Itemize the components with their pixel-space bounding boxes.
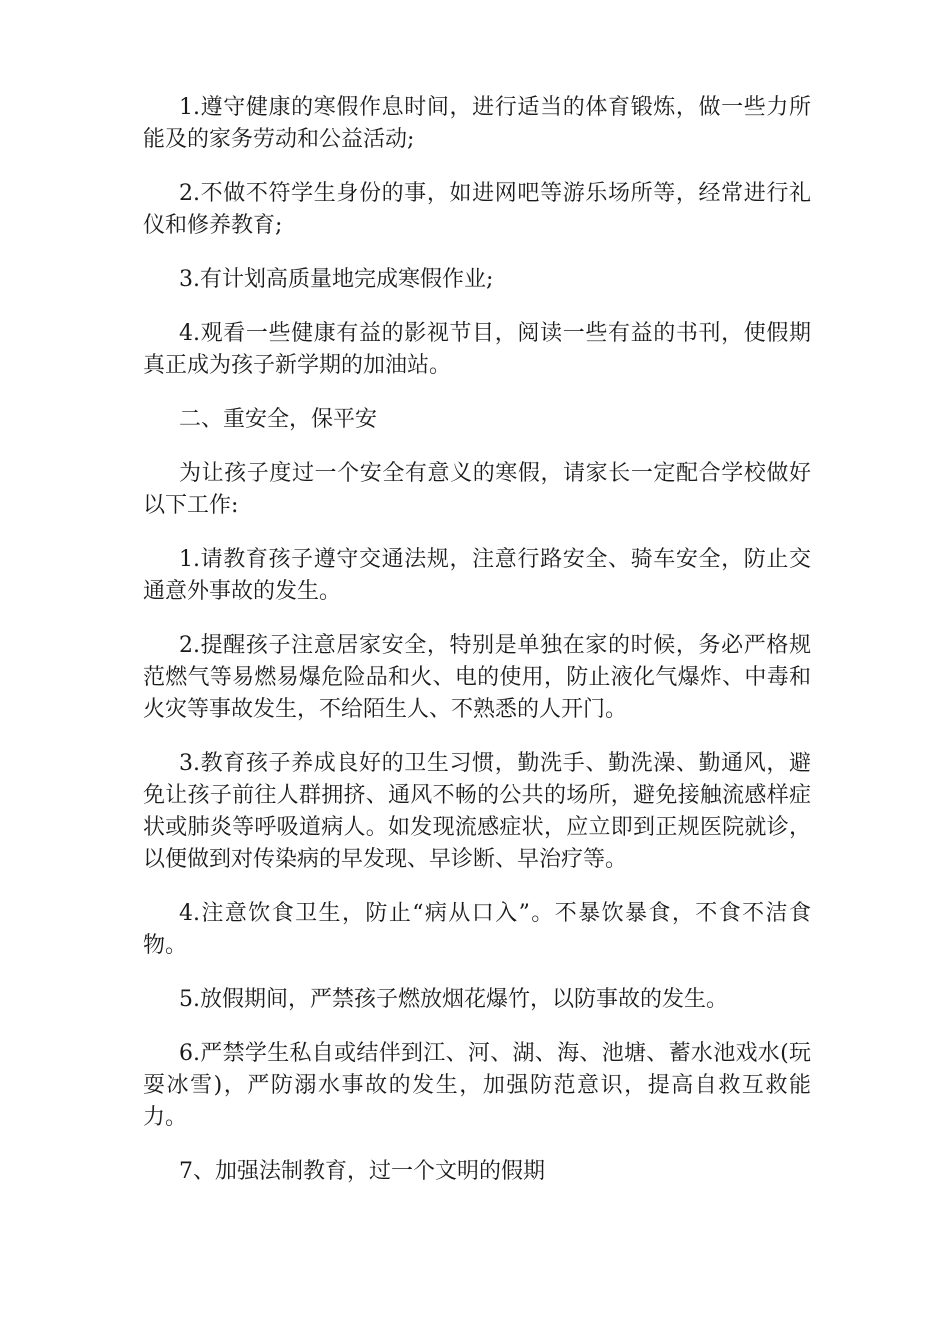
paragraph-legal-education: 7、加强法制教育，过一个文明的假期: [179, 1159, 545, 1184]
paragraph-safety-intro: 为让孩子度过一个安全有意义的寒假，请家长一定配合学校做好以下工作:: [143, 461, 811, 518]
paragraph-homework: 3.有计划高质量地完成寒假作业;: [179, 267, 494, 292]
document-body: [143, 92, 811, 1188]
paragraph-hygiene: 3.教育孩子养成良好的卫生习惯，勤洗手、勤洗澡、勤通风，避免让孩子前往人群拥挤、通风不畅的公共的场所，避免接触流感样症状或肺炎等呼吸道病人。如发现流感症状，应立即到正规医院就诊，以便做到对传染病的早发现、早诊断、早治疗等。: [143, 751, 811, 872]
section-heading-safety: 二、重安全，保平安: [179, 407, 378, 432]
paragraph-food-safety: 4.注意饮食卫生，防止“病从口入”。不暴饮暴食，不食不洁食物。: [143, 901, 811, 958]
paragraph-media: 4.观看一些健康有益的影视节目，阅读一些有益的书刊，使假期真正成为孩子新学期的加油站。: [143, 321, 811, 378]
paragraph-home-safety: 2.提醒孩子注意居家安全，特别是单独在家的时候，务必严格规范燃气等易燃易爆危险品和火、电的使用，防止液化气爆炸、中毒和火灾等事故发生，不给陌生人、不熟悉的人开门。: [143, 633, 811, 722]
paragraph-water-safety: 6.严禁学生私自或结伴到江、河、湖、海、池塘、蓄水池戏水(玩耍冰雪)，严防溺水事故的发生，加强防范意识，提高自救互救能力。: [143, 1041, 811, 1130]
paragraph-fireworks: 5.放假期间，严禁孩子燃放烟花爆竹，以防事故的发生。: [179, 987, 728, 1012]
paragraph-student-conduct: 2.不做不符学生身份的事，如进网吧等游乐场所等，经常进行礼仪和修养教育;: [143, 181, 811, 238]
paragraph-traffic-safety: 1.请教育孩子遵守交通法规，注意行路安全、骑车安全，防止交通意外事故的发生。: [143, 547, 811, 604]
paragraph-rest-schedule: 1.遵守健康的寒假作息时间，进行适当的体育锻炼，做一些力所能及的家务劳动和公益活动;: [143, 95, 811, 152]
